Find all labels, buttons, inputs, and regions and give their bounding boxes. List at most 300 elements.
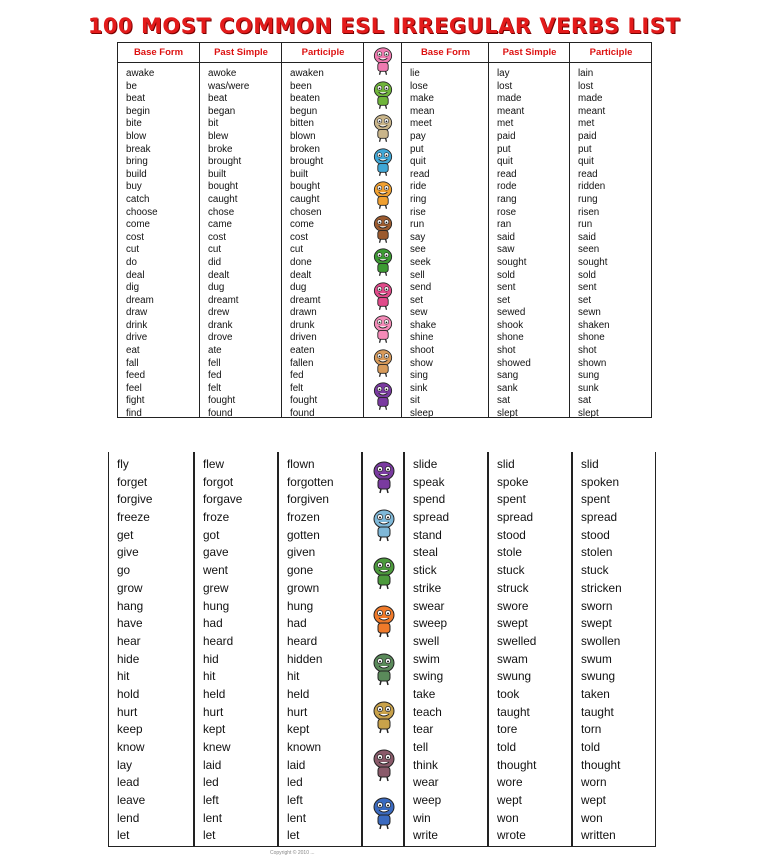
verb-past-simple: had [203, 616, 223, 631]
verb-base-form: say [410, 231, 426, 243]
verb-participle: stood [581, 527, 610, 542]
verb-participle: had [287, 616, 307, 631]
verb-participle: stuck [581, 563, 609, 578]
verb-past-simple: told [497, 740, 517, 754]
verb-participle: spent [581, 492, 610, 507]
verb-past-simple: swelled [497, 633, 537, 648]
verb-past-simple: wrote [497, 828, 526, 843]
verb-participle: wept [581, 793, 606, 808]
verb-participle: meant [578, 105, 606, 117]
verb-participle: shaken [578, 319, 610, 331]
verb-past-simple: chose [208, 206, 235, 218]
verb-base-form: slide [413, 457, 438, 471]
verb-participle: drawn [290, 307, 317, 319]
verb-participle: lent [287, 810, 307, 825]
verb-past-simple: forgave [203, 492, 243, 507]
verb-past-simple: let [203, 828, 216, 843]
verb-participle: done [290, 256, 312, 268]
verb-past-simple: hung [203, 598, 230, 613]
verb-past-simple: kept [203, 722, 226, 737]
cartoon-figures-column [361, 452, 405, 846]
verb-past-simple: awoke [208, 68, 237, 79]
header-past-simple: Past Simple [489, 43, 570, 63]
verb-past-simple: struck [497, 580, 529, 595]
verb-past-simple: thought [497, 757, 537, 772]
verb-past-simple: blew [208, 130, 229, 142]
verb-participle: forgiven [287, 492, 329, 507]
verb-base-form: dig [126, 282, 140, 294]
verb-past-simple: sang [497, 370, 519, 382]
column-right-base-form [403, 452, 489, 846]
verb-base-form: build [126, 168, 147, 180]
scarecrow-icon [369, 694, 399, 743]
verb-base-form: hear [117, 633, 141, 648]
verb-base-form: grow [117, 580, 143, 595]
pig-monster-icon [370, 45, 396, 80]
verb-participle: bitten [290, 118, 314, 130]
verb-base-form: beat [126, 93, 146, 105]
verb-base-form: fight [126, 395, 145, 407]
verb-past-simple: bit [208, 118, 219, 130]
verb-past-simple: heard [203, 633, 234, 648]
verb-base-form: set [410, 294, 424, 306]
verb-participle: lost [578, 80, 594, 92]
verb-past-simple: said [497, 231, 515, 243]
header-participle: Participle [570, 43, 652, 63]
verb-base-form: come [126, 219, 150, 231]
verb-base-form: see [410, 244, 426, 256]
verb-base-form: send [410, 282, 432, 294]
verb-base-form: sweep [413, 616, 448, 631]
header-base-form: Base Form [118, 43, 199, 63]
cartoon-figures-column [363, 43, 402, 417]
clown-icon [370, 280, 396, 315]
verb-participle: shone [578, 332, 605, 344]
verb-past-simple: built [208, 168, 226, 180]
verb-base-form: stick [413, 563, 437, 578]
verb-base-form: dream [126, 294, 154, 306]
verb-base-form: speak [413, 474, 445, 489]
verb-base-form: keep [117, 722, 143, 737]
verb-participle: told [581, 740, 601, 754]
column-right-participle [571, 452, 657, 846]
verb-base-form: catch [126, 193, 150, 205]
verb-participle: set [578, 294, 592, 306]
verb-base-form: strike [413, 580, 442, 595]
verb-past-simple: read [497, 168, 517, 180]
verb-past-simple: felt [208, 382, 222, 394]
verb-participle: made [578, 93, 603, 105]
verb-past-simple: dealt [208, 269, 230, 281]
verb-participle: eaten [290, 345, 315, 357]
verb-participle: said [578, 231, 596, 243]
verb-past-simple: came [208, 219, 232, 231]
verb-base-form: spread [413, 510, 450, 525]
verb-base-form: hit [117, 669, 130, 684]
verb-past-simple: hit [203, 669, 216, 684]
verb-past-simple: slept [497, 408, 518, 420]
verb-base-form: write [413, 828, 438, 843]
verb-base-form: forgive [117, 492, 153, 507]
verb-past-simple: made [497, 93, 522, 105]
verb-base-form: sink [410, 382, 428, 394]
verb-past-simple: swung [497, 669, 532, 684]
verb-past-simple: found [208, 408, 233, 420]
verb-past-simple: rang [497, 193, 517, 205]
verb-past-simple: led [203, 775, 219, 790]
verb-participle: caught [290, 193, 320, 205]
verb-participle: stricken [581, 580, 622, 595]
brown-monster-icon [370, 213, 396, 248]
verb-participle: rung [578, 193, 598, 205]
verb-participle: gotten [287, 527, 320, 542]
verb-past-simple: stole [497, 545, 522, 560]
verb-past-simple: lost [497, 80, 513, 92]
verb-base-form: sell [410, 269, 425, 281]
verb-past-simple: drank [208, 319, 233, 331]
verb-base-form: seek [410, 256, 431, 268]
verb-participle: shown [578, 357, 607, 369]
verb-participle: written [581, 828, 616, 843]
verb-base-form: sing [410, 370, 428, 382]
column-right-past-simple [487, 452, 573, 846]
verb-base-form: cost [126, 231, 144, 243]
verb-base-form: rise [410, 206, 426, 218]
verb-participle: laid [287, 757, 306, 772]
verb-participle: dug [290, 282, 307, 294]
verb-past-simple: won [497, 810, 519, 825]
verb-past-simple: rose [497, 206, 517, 218]
verb-base-form: make [410, 93, 434, 105]
verb-participle: blown [290, 130, 316, 142]
verb-participle: awaken [290, 68, 324, 79]
verb-participle: dealt [290, 269, 312, 281]
header-base-form: Base Form [402, 43, 489, 63]
verb-base-form: fall [126, 357, 139, 369]
verb-base-form: eat [126, 345, 140, 357]
verb-participle: let [287, 828, 300, 843]
verb-participle: stolen [581, 545, 613, 560]
verb-base-form: feed [126, 370, 146, 382]
verb-past-simple: went [203, 563, 228, 578]
verb-base-form: begin [126, 105, 150, 117]
verb-base-form: lead [117, 775, 140, 790]
verb-past-simple: sewed [497, 307, 526, 319]
verb-base-form: hide [117, 651, 140, 666]
verb-participle: kept [287, 722, 310, 737]
verb-participle: torn [581, 722, 602, 737]
verb-past-simple: took [497, 686, 520, 701]
verb-base-form: drive [126, 332, 148, 344]
verb-past-simple: cost [208, 231, 226, 243]
verb-participle: fallen [290, 357, 314, 369]
verb-past-simple: paid [497, 130, 516, 142]
green-ogre-icon [369, 550, 399, 599]
column-right-participle [569, 43, 652, 420]
robot-kid-icon [369, 502, 399, 551]
verb-past-simple: wept [497, 793, 522, 808]
verb-base-form: put [410, 143, 424, 155]
verb-past-simple: lent [203, 810, 223, 825]
column-left-participle [277, 452, 363, 846]
column-left-past-simple [199, 43, 282, 420]
column-left-past-simple [193, 452, 279, 846]
header-participle: Participle [282, 43, 364, 63]
verb-participle: hidden [287, 651, 323, 666]
verb-past-simple: meant [497, 105, 525, 117]
verb-base-form: quit [410, 156, 426, 168]
verb-past-simple: ate [208, 345, 222, 357]
verb-participle: cut [290, 244, 304, 256]
verb-base-form: fly [117, 457, 129, 471]
verb-participle: sought [578, 256, 608, 268]
verbs-table-part-1 [117, 42, 652, 418]
verb-base-form: lay [117, 757, 133, 772]
verb-base-form: hold [117, 686, 140, 701]
verb-base-form: let [117, 828, 130, 843]
verb-base-form: hang [117, 598, 144, 613]
verb-base-form: bring [126, 156, 148, 168]
purple-creature-icon [370, 380, 396, 415]
verb-past-simple: bought [208, 181, 238, 193]
verb-base-form: swim [413, 651, 440, 666]
verb-past-simple: did [208, 256, 222, 268]
column-left-base-form [118, 43, 199, 420]
copyright-footer: Copyright © 2010 ... [270, 850, 315, 856]
verb-participle: bought [290, 181, 320, 193]
verb-base-form: shine [410, 332, 434, 344]
verb-past-simple: spent [497, 492, 526, 507]
verb-past-simple: shook [497, 319, 524, 331]
verb-base-form: shoot [410, 345, 434, 357]
verb-past-simple: shot [497, 345, 516, 357]
verb-base-form: sleep [410, 408, 434, 420]
verb-base-form: forget [117, 474, 148, 489]
verbs-table-part-2 [108, 452, 656, 847]
verb-past-simple: quit [497, 156, 513, 168]
verb-past-simple: stood [497, 527, 526, 542]
verb-past-simple: beat [208, 93, 228, 105]
verb-past-simple: dreamt [208, 294, 239, 306]
verb-past-simple: held [203, 686, 226, 701]
verb-base-form: sew [410, 307, 428, 319]
verb-base-form: have [117, 616, 143, 631]
verb-past-simple: spoke [497, 474, 529, 489]
verb-past-simple: tore [497, 722, 518, 737]
verb-past-simple: wore [497, 775, 523, 790]
verb-participle: spoken [581, 474, 620, 489]
verb-participle: quit [578, 156, 594, 168]
verb-base-form: meet [410, 118, 432, 130]
verb-participle: sent [578, 282, 597, 294]
verb-participle: built [290, 168, 308, 180]
verb-base-form: cut [126, 244, 140, 256]
verb-participle: worn [581, 775, 607, 790]
verb-participle: shot [578, 345, 597, 357]
verb-participle: beaten [290, 93, 320, 105]
verb-participle: been [290, 80, 312, 92]
purple-creature-icon [369, 454, 399, 503]
verb-base-form: bite [126, 118, 142, 130]
orange-monster-icon [370, 179, 396, 214]
verb-past-simple: drove [208, 332, 233, 344]
frankenstein-icon [369, 646, 399, 695]
verb-base-form: win [413, 810, 431, 825]
verb-past-simple: slid [497, 457, 515, 471]
verb-base-form: ring [410, 193, 427, 205]
verb-past-simple: swore [497, 598, 529, 613]
verb-participle: known [287, 740, 322, 754]
verb-base-form: weep [413, 793, 442, 808]
verb-participle: grown [287, 580, 320, 595]
verb-participle: won [581, 810, 603, 825]
column-left-participle [281, 43, 364, 420]
verb-base-form: swing [413, 669, 444, 684]
verb-past-simple: dug [208, 282, 225, 294]
verb-participle: sworn [581, 598, 613, 613]
verb-participle: fought [290, 395, 318, 407]
verb-participle: flown [287, 457, 315, 471]
tan-monster-icon [370, 347, 396, 382]
verb-participle: chosen [290, 206, 322, 218]
verb-base-form: feel [126, 382, 142, 394]
verb-base-form: leave [117, 793, 146, 808]
verb-base-form: think [413, 757, 438, 772]
verb-past-simple: sank [497, 382, 518, 394]
mummy-icon [370, 112, 396, 147]
verb-base-form: do [126, 256, 137, 268]
verb-base-form: run [410, 219, 425, 231]
verb-past-simple: ran [497, 219, 512, 231]
green-monster-icon [370, 79, 396, 114]
verb-participle: sewn [578, 307, 601, 319]
verb-base-form: sit [410, 395, 420, 407]
verb-base-form: tear [413, 722, 434, 737]
verb-base-form: drink [126, 319, 148, 331]
verb-base-form: lie [410, 68, 420, 79]
verb-participle: sung [578, 370, 600, 382]
verb-past-simple: set [497, 294, 511, 306]
verb-past-simple: cut [208, 244, 222, 256]
verb-participle: come [290, 219, 314, 231]
verb-participle: fed [290, 370, 304, 382]
verb-past-simple: brought [208, 156, 242, 168]
verb-base-form: freeze [117, 510, 150, 525]
verb-participle: put [578, 143, 592, 155]
verb-participle: felt [290, 382, 304, 394]
verb-past-simple: drew [208, 307, 230, 319]
verb-past-simple: put [497, 143, 511, 155]
verb-participle: lain [578, 68, 594, 79]
verb-participle: dreamt [290, 294, 321, 306]
verb-participle: drunk [290, 319, 315, 331]
verb-past-simple: gave [203, 545, 229, 560]
verb-past-simple: fed [208, 370, 222, 382]
verb-past-simple: met [497, 118, 514, 130]
verb-base-form: stand [413, 527, 442, 542]
verb-participle: taught [581, 704, 614, 719]
verb-past-simple: sent [497, 282, 516, 294]
column-left-base-form [109, 452, 193, 846]
verb-participle: swollen [581, 633, 621, 648]
verb-base-form: be [126, 80, 137, 92]
verb-base-form: buy [126, 181, 142, 193]
verb-past-simple: shone [497, 332, 524, 344]
verb-past-simple: forgot [203, 474, 234, 489]
verb-past-simple: sat [497, 395, 511, 407]
page-title: 100 MOST COMMON ESL IRREGULAR VERBS LIST [87, 14, 681, 38]
orange-alien-icon [369, 598, 399, 647]
verb-past-simple: spread [497, 510, 534, 525]
verb-past-simple: swam [497, 651, 528, 666]
verb-past-simple: began [208, 105, 236, 117]
verb-participle: slid [581, 457, 599, 471]
verb-past-simple: saw [497, 244, 515, 256]
verb-participle: sat [578, 395, 592, 407]
verb-participle: left [287, 793, 303, 808]
verb-participle: thought [581, 757, 621, 772]
verb-base-form: find [126, 408, 142, 420]
verb-past-simple: left [203, 793, 219, 808]
verb-past-simple: hurt [203, 704, 224, 719]
header-past-simple: Past Simple [200, 43, 282, 63]
verb-base-form: go [117, 563, 131, 578]
verb-base-form: spend [413, 492, 446, 507]
verb-participle: led [287, 775, 303, 790]
verb-base-form: lend [117, 810, 140, 825]
verb-base-form: choose [126, 206, 158, 218]
verb-participle: slept [578, 408, 599, 420]
verb-base-form: deal [126, 269, 145, 281]
verb-base-form: hurt [117, 704, 138, 719]
verb-participle: spread [581, 510, 618, 525]
verb-participle: driven [290, 332, 317, 344]
verb-participle: hurt [287, 704, 308, 719]
verb-participle: hit [287, 669, 300, 684]
verb-participle: sunk [578, 382, 599, 394]
verb-past-simple: swept [497, 616, 528, 631]
verb-past-simple: froze [203, 510, 230, 525]
column-right-past-simple [488, 43, 570, 420]
verb-past-simple: sought [497, 256, 527, 268]
verb-past-simple: fell [208, 357, 221, 369]
verb-base-form: get [117, 527, 134, 542]
verb-participle: read [578, 168, 598, 180]
verb-past-simple: flew [203, 457, 224, 471]
verb-participle: forgotten [287, 474, 334, 489]
verb-base-form: break [126, 143, 151, 155]
verb-past-simple: taught [497, 704, 530, 719]
verb-participle: taken [581, 686, 610, 701]
verb-past-simple: was/were [208, 80, 250, 92]
verb-past-simple: grew [203, 580, 229, 595]
verb-base-form: tell [413, 740, 429, 754]
verb-participle: found [290, 408, 315, 420]
dragon-icon [370, 246, 396, 281]
verb-past-simple: showed [497, 357, 531, 369]
verb-participle: sold [578, 269, 596, 281]
column-right-base-form [401, 43, 489, 420]
verb-past-simple: caught [208, 193, 238, 205]
verb-participle: swung [581, 669, 616, 684]
verb-participle: broken [290, 143, 320, 155]
verb-base-form: lose [410, 80, 428, 92]
verb-base-form: wear [413, 775, 439, 790]
verb-base-form: blow [126, 130, 147, 142]
verb-base-form: show [410, 357, 433, 369]
verb-base-form: know [117, 740, 145, 754]
verb-base-form: awake [126, 68, 155, 79]
